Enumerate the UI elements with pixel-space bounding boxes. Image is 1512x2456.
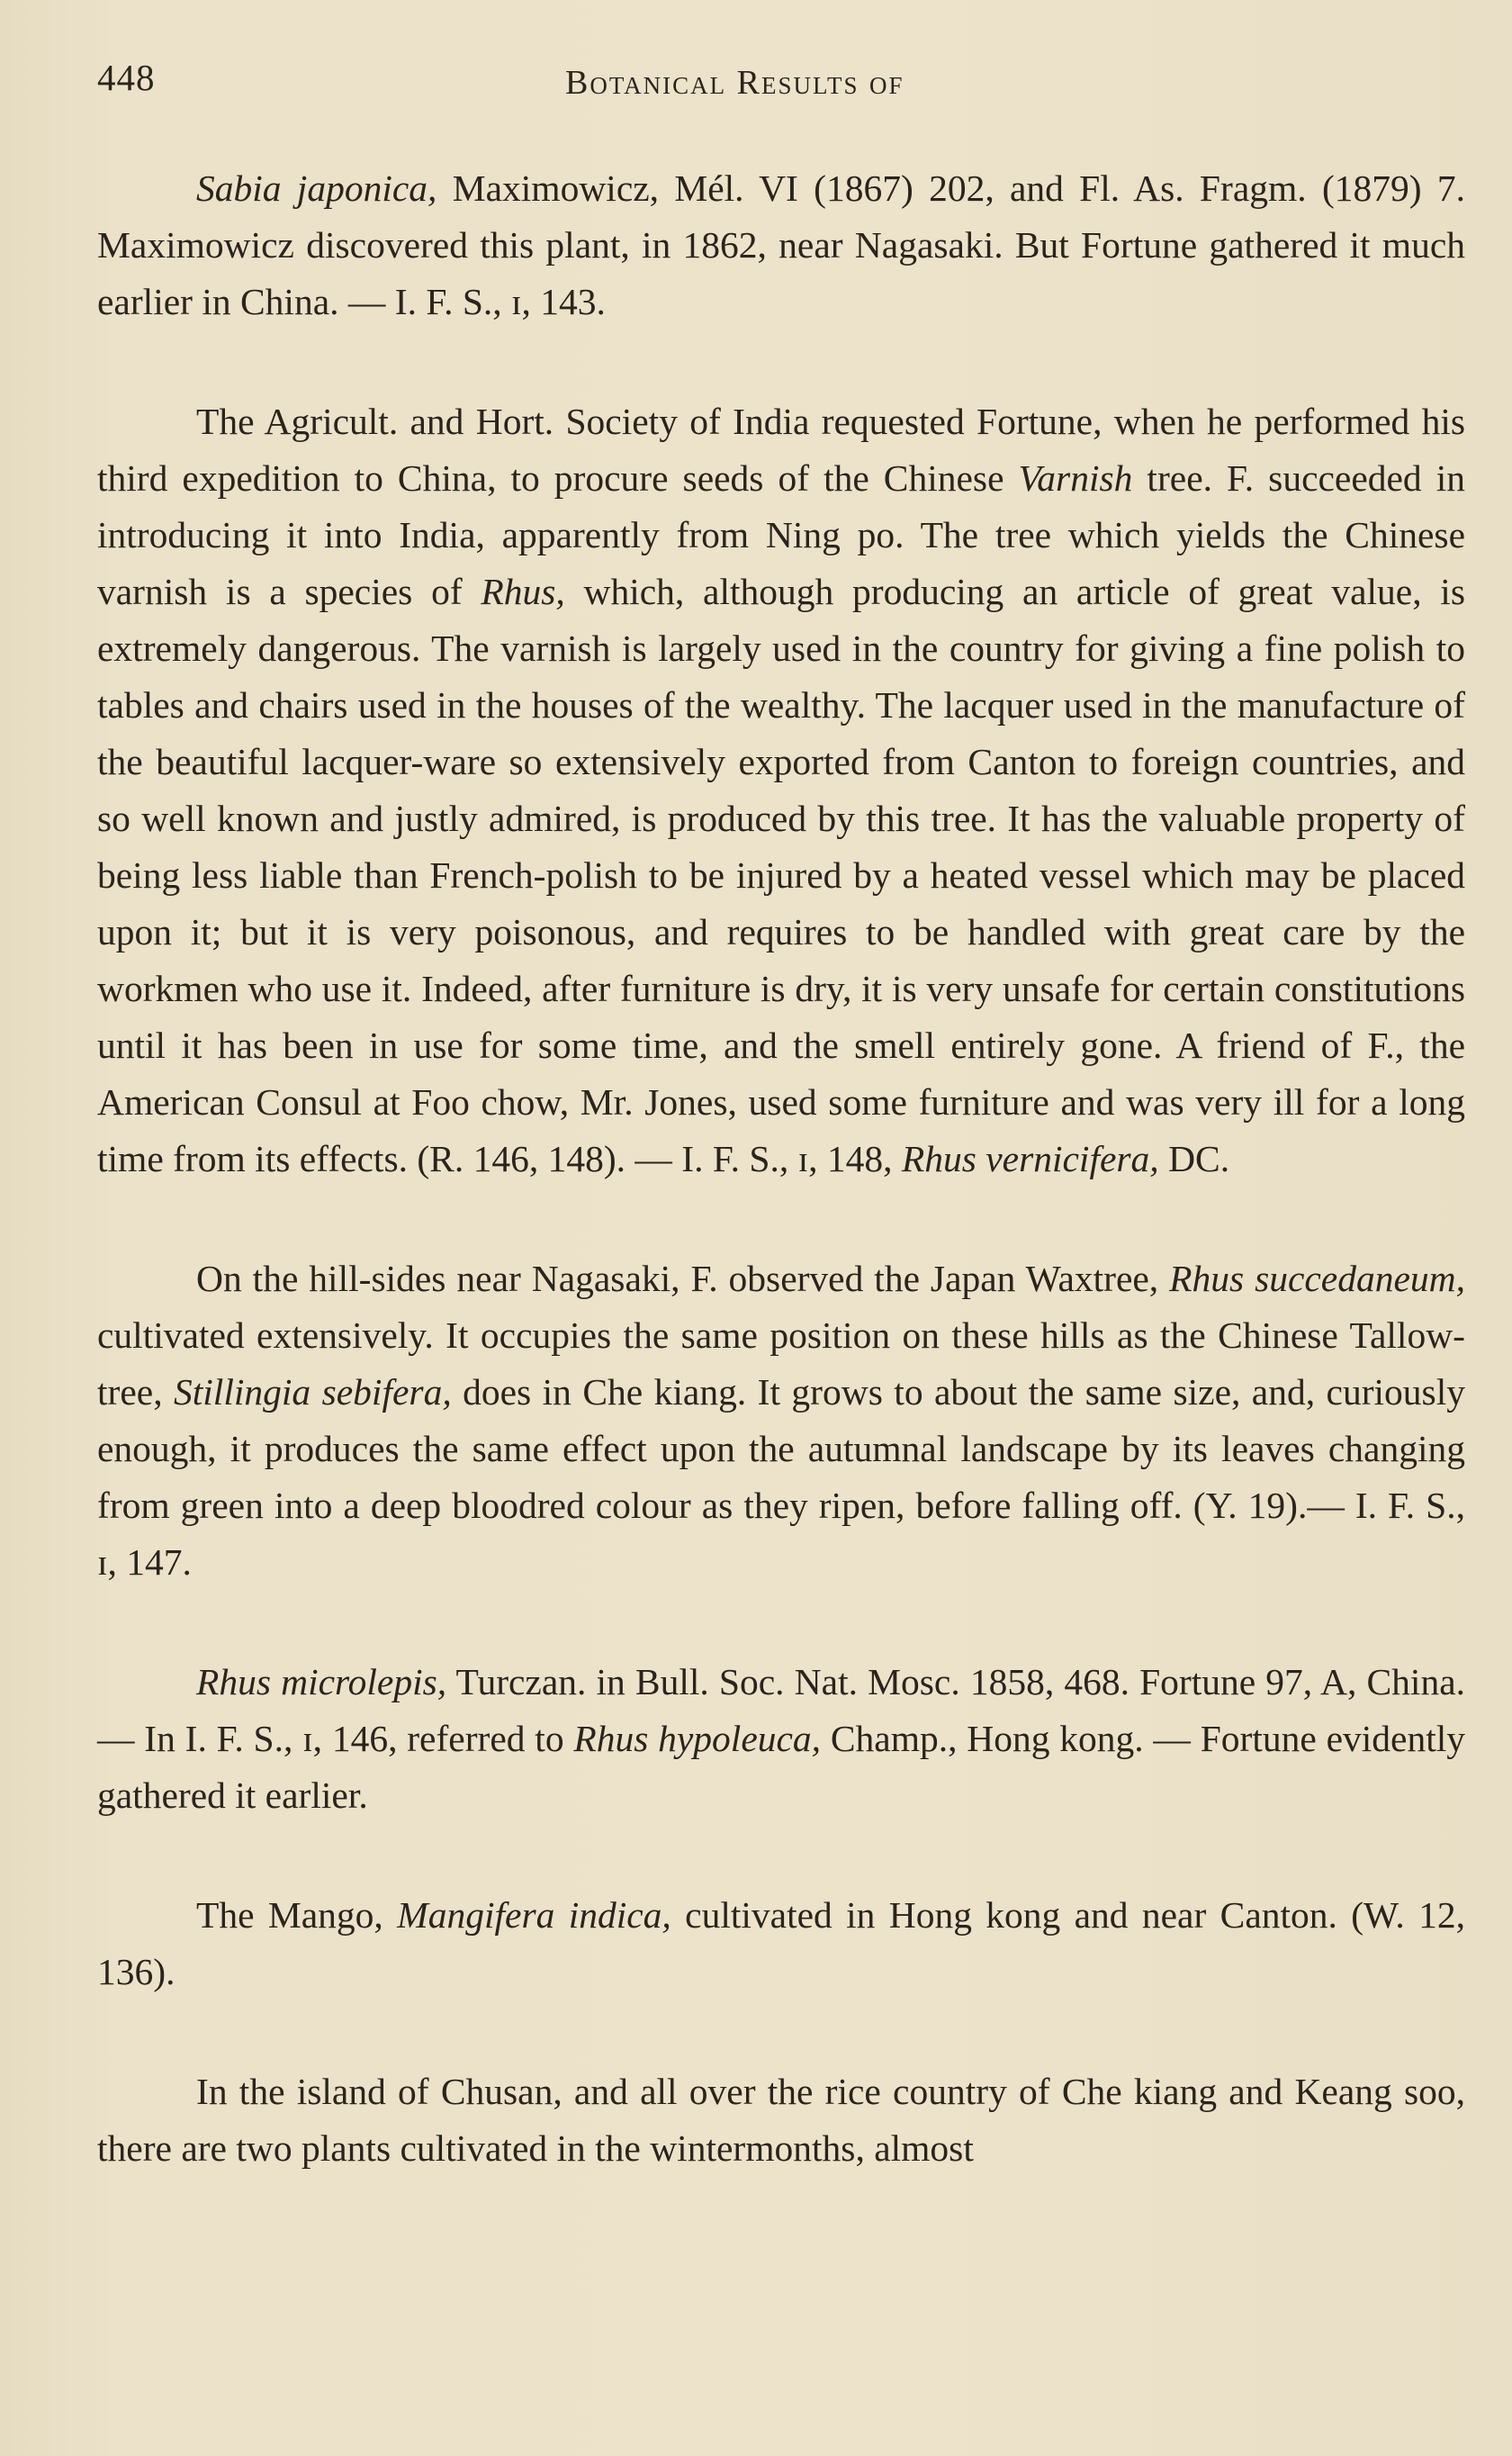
- paragraph-text: DC.: [1158, 1138, 1230, 1179]
- paragraph-text: does in Che kiang. It grows to about the same size, and, curiously enough, it produces the same effect upon the autumnal landscape by its leaves changing from green into a deep bloodred colour as they ripen, before falling off. (Y. 19).— I. F. S., ɪ, 147.: [97, 1371, 1465, 1583]
- paragraph-varnish-tree: [97, 393, 1465, 1187]
- species-name: Rhus vernicifera,: [901, 1138, 1159, 1179]
- paragraph-chusan: [97, 2063, 1465, 2177]
- paragraph-sabia-japonica: [97, 160, 1465, 330]
- paragraph-text: The Agricult. and Hort. Society of India requested Fortune, when he performed his third expedition to China, to procure seeds of the Chinese: [97, 401, 1465, 499]
- species-name: Rhus hypoleuca,: [573, 1718, 822, 1759]
- paragraph-text: The Mango,: [196, 1894, 398, 1936]
- paragraph-text: In the island of Chusan, and all over the rice country of Che kiang and Keang soo, there are two plants cultivated in the wintermonths, almost: [97, 2071, 1465, 2169]
- paragraph-text: Maximowicz, Mél. VI (1867) 202, and Fl. As. Fragm. (1879) 7. Maximowicz discovered this plant, in 1862, near Nagasaki. But Fortune gathered it much earlier in China. — I. F. S., ɪ, 143.: [97, 167, 1465, 322]
- paragraph-text: cultivated in Hong kong and near Canton. (W. 12, 136).: [97, 1894, 1466, 1992]
- paragraph-text: On the hill-sides near Nagasaki, F. observed the Japan Waxtree,: [196, 1258, 1170, 1299]
- species-name: Stillingia sebifera,: [174, 1371, 452, 1413]
- species-name: Rhus,: [481, 571, 565, 612]
- paragraph-text: Turczan. in Bull. Soc. Nat. Mosc. 1858, 468. Fortune 97, A, China. — In I. F. S., ɪ, 146, referred to: [97, 1661, 1465, 1759]
- paragraph-rhus-microlepis: [97, 1654, 1465, 1824]
- paragraph-mango: [97, 1887, 1465, 2000]
- paragraph-text: cultivated extensively. It occupies the same position on these hills as the Chinese Tallow-tree,: [97, 1314, 1465, 1413]
- body-text: [97, 160, 1465, 2177]
- page-number: 448: [97, 57, 156, 98]
- paragraph-text: which, although producing an article of great value, is extremely dangerous. The varnish is largely used in the country for giving a fine polish to tables and chairs used in the houses of the wealthy. The lacquer used in the manufacture of the beautiful lacquer-ware so extensively exported from Canton to foreign countries, and so well known and justly admired, is produced by this tree. It has the valuable property of being less liable than French-polish to be injured by a heated vessel which may be placed upon it; but it is very poisonous, and requires to be handled with great care by the workmen who use it. Indeed, after furniture is dry, it is very unsafe for certain constitutions until it has been in use for some time, and the smell entirely gone. A friend of F., the American Consul at Foo chow, Mr. Jones, used some furniture and was very ill for a long time from its effects. (R. 146, 148). — I. F. S., ɪ, 148,: [97, 571, 1465, 1179]
- page-header: [97, 56, 1465, 110]
- italic-term: Varnish: [1018, 457, 1133, 499]
- species-name: Sabia japonica,: [196, 167, 437, 209]
- paragraph-japan-waxtree: [97, 1251, 1465, 1591]
- species-name: Mangifera indica,: [397, 1894, 671, 1936]
- paragraph-text: Champ., Hong kong. — Fortune evidently gathered it earlier.: [97, 1718, 1465, 1816]
- species-name: Rhus succedaneum,: [1169, 1258, 1465, 1299]
- paragraph-text: tree. F. succeeded in introducing it into India, apparently from Ning po. The tree which yields the Chinese varnish is a species of: [97, 457, 1465, 612]
- species-name: Rhus microlepis,: [196, 1661, 447, 1702]
- running-head: Botanical Results of: [565, 64, 904, 102]
